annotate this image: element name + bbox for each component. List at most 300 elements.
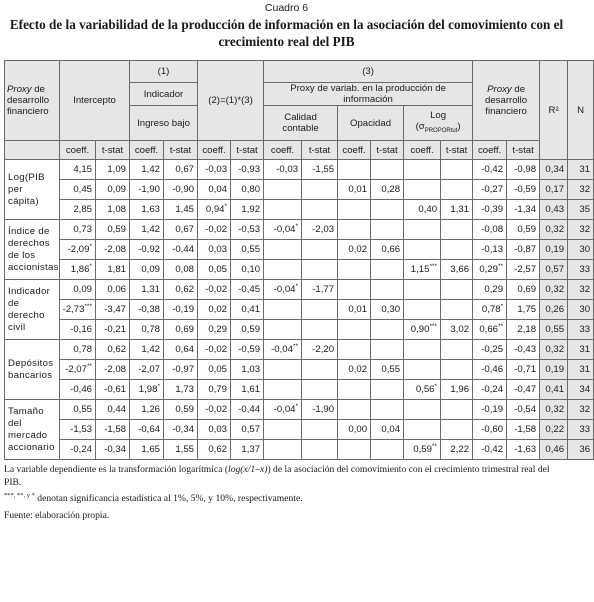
significance-stars: *** [429, 262, 438, 270]
table-cell [441, 340, 473, 360]
cell-value: -0,03 [205, 164, 228, 175]
table-row [5, 180, 594, 200]
proxy-header [5, 61, 60, 141]
cell-value: 0,57 [241, 424, 261, 435]
cell-value: -0,87 [514, 244, 537, 255]
cell-value: -0,46 [481, 364, 504, 375]
cell-value: -0,19 [481, 404, 504, 415]
table-cell [473, 160, 507, 180]
cell-value: 0,66** [479, 322, 504, 335]
table-cell [96, 440, 130, 460]
table-cell [231, 260, 264, 280]
cell-value: 0,01 [348, 304, 368, 315]
table-cell [441, 180, 473, 200]
table-cell [473, 260, 507, 280]
table-row [5, 300, 594, 320]
table-cell [231, 240, 264, 260]
cell-value: 2,85 [73, 204, 92, 215]
significance-stars: * [89, 242, 92, 250]
table-cell [231, 320, 264, 340]
table-cell [568, 420, 594, 440]
table-cell [441, 200, 473, 220]
table-cell [264, 240, 302, 260]
cell-value: 0,17 [545, 184, 565, 195]
cell-value: 0,32 [545, 404, 565, 415]
table-cell [164, 220, 198, 240]
cell-value: 0,32 [545, 284, 565, 295]
sigma-close: ) [457, 120, 461, 132]
cell-value: 0,57 [545, 264, 565, 275]
cell-value: 30 [579, 244, 591, 255]
table-cell [540, 240, 568, 260]
table-cell [264, 280, 302, 300]
cell-value: 1,42 [141, 344, 161, 355]
cell-value: -0,27 [481, 184, 504, 195]
proxy2-header-italic: Proxy [487, 84, 512, 95]
table-cell [60, 240, 96, 260]
coeff-header: coeff. [264, 141, 302, 160]
cell-value: 0,10 [241, 264, 261, 275]
table-cell [540, 280, 568, 300]
cell-value: 32 [579, 184, 591, 195]
table-cell [164, 340, 198, 360]
table-cell [231, 440, 264, 460]
cell-value: -0,08 [481, 224, 504, 235]
table-cell [302, 200, 338, 220]
table-cell [568, 400, 594, 420]
table-cell [198, 280, 231, 300]
table-cell [164, 380, 198, 400]
table-cell [507, 220, 540, 240]
cell-value: 3,66 [450, 264, 470, 275]
table-cell [404, 340, 441, 360]
row-group-label: Log(PIB per cápita) [5, 160, 60, 220]
cell-value: 0,06 [107, 284, 127, 295]
note1-a: La variable dependiente es la transformación logarítmica ( [4, 464, 229, 475]
ingreso-bajo-header: Ingreso bajo [130, 106, 198, 141]
cell-value: 1,26 [141, 404, 161, 415]
significance-stars: *** [84, 302, 92, 310]
table-cell [60, 200, 96, 220]
cell-value: -0,42 [481, 164, 504, 175]
cell-value: 32 [579, 284, 591, 295]
table-cell [264, 340, 302, 360]
table-cell [507, 400, 540, 420]
table-cell [338, 180, 371, 200]
cell-value: 0,02 [348, 364, 368, 375]
table-cell [96, 220, 130, 240]
table-row [5, 220, 594, 240]
table-cell [60, 420, 96, 440]
log-sigma-header [404, 106, 473, 141]
coeff-tstat-row [5, 141, 594, 160]
cell-value: 0,66 [381, 244, 401, 255]
cell-value: -1,53 [70, 424, 92, 435]
table-cell [231, 360, 264, 380]
cell-value: 0,64 [175, 344, 195, 355]
table-cell [507, 360, 540, 380]
cell-value: -0,61 [104, 384, 127, 395]
table-cell [568, 300, 594, 320]
cell-value: -2,57 [514, 264, 537, 275]
tstat-header: t-stat [231, 141, 264, 160]
table-cell [264, 260, 302, 280]
table-cell [568, 260, 594, 280]
table-cell [404, 220, 441, 240]
cell-value: -0,13 [481, 244, 504, 255]
cell-value: 0,69 [175, 324, 195, 335]
table-cell [96, 160, 130, 180]
table-cell [568, 280, 594, 300]
table-cell [198, 180, 231, 200]
cell-value: 0,59 [517, 224, 537, 235]
table-cell [96, 260, 130, 280]
table-cell [540, 220, 568, 240]
cell-value: 1,96 [450, 384, 470, 395]
proxy2-header-rest: de desarrollo financiero [485, 84, 528, 117]
indicador-header: Indicador [130, 83, 198, 106]
table-cell [302, 320, 338, 340]
cell-value: -0,21 [104, 324, 127, 335]
cell-value: -0,19 [172, 304, 195, 315]
table-cell [540, 420, 568, 440]
cell-value: 33 [579, 264, 591, 275]
cell-value: -0,16 [70, 324, 92, 335]
cell-value: 1,73 [175, 384, 195, 395]
cell-value: -3,47 [104, 304, 127, 315]
cell-value: 0,34 [545, 164, 565, 175]
coeff-header: coeff. [473, 141, 507, 160]
cell-value: 0,04 [381, 424, 401, 435]
cell-value: 0,05 [208, 364, 228, 375]
table-cell [60, 380, 96, 400]
cell-value: -0,64 [138, 424, 161, 435]
table-cell [302, 300, 338, 320]
note-significance [4, 493, 569, 506]
cell-value: -2,20 [312, 344, 335, 355]
cell-value: 0,62 [208, 444, 228, 455]
row-group-label: Índice de derechos de los accionistas [5, 220, 60, 280]
table-cell [264, 300, 302, 320]
cell-value: 0,78* [481, 302, 504, 315]
table-cell [198, 160, 231, 180]
table-cell [540, 320, 568, 340]
significance-stars: * [157, 382, 161, 390]
table-cell [371, 160, 404, 180]
table-cell [441, 380, 473, 400]
table-cell [507, 160, 540, 180]
cell-value: 0,32 [545, 344, 565, 355]
table-cell [338, 440, 371, 460]
table-cell [60, 280, 96, 300]
table-cell [231, 180, 264, 200]
table-cell [441, 440, 473, 460]
cell-value: 0,30 [381, 304, 401, 315]
table-cell [164, 240, 198, 260]
intercepto-header: Intercepto [60, 61, 130, 141]
table-cell [130, 240, 164, 260]
table-cell [338, 360, 371, 380]
col1-header: (1) [130, 61, 198, 83]
table-cell [231, 400, 264, 420]
table-cell [473, 300, 507, 320]
log-label: Log [430, 109, 447, 121]
cell-value: -0,92 [138, 244, 161, 255]
table-cell [198, 340, 231, 360]
table-cell [338, 380, 371, 400]
table-row [5, 400, 594, 420]
table-cell [568, 320, 594, 340]
cell-value: -2,03 [312, 224, 335, 235]
table-cell [540, 160, 568, 180]
table-cell [164, 400, 198, 420]
significance-stars: * [224, 202, 228, 210]
table-cell [264, 420, 302, 440]
table-cell [198, 420, 231, 440]
table-cell [164, 280, 198, 300]
table-cell [302, 420, 338, 440]
table-cell [507, 420, 540, 440]
table-cell [164, 360, 198, 380]
cell-value: -0,90 [172, 184, 195, 195]
table-caption: Cuadro 6 [264, 2, 309, 14]
proxy2-header [473, 61, 540, 141]
table-cell [164, 440, 198, 460]
cell-value: 0,00 [348, 424, 368, 435]
cell-value: 0,59 [107, 224, 127, 235]
cell-value: 0,28 [381, 184, 401, 195]
table-cell [473, 320, 507, 340]
cell-value: 1,86* [70, 262, 92, 275]
cell-value: 0,78 [73, 344, 92, 355]
cell-value: -0,34 [104, 444, 127, 455]
cell-value: -0,02 [205, 404, 228, 415]
table-row [5, 260, 594, 280]
table-cell [198, 240, 231, 260]
table-cell [164, 260, 198, 280]
cell-value: -0,39 [481, 204, 504, 215]
cell-value: 0,05 [208, 264, 228, 275]
table-body [5, 160, 594, 460]
table-cell [507, 440, 540, 460]
cell-value: 1,92 [241, 204, 261, 215]
cell-value: 0,29 [484, 284, 504, 295]
table-cell [371, 280, 404, 300]
table-cell [473, 360, 507, 380]
note-source: Fuente: elaboración propia. [4, 509, 110, 521]
cell-value: 1,61 [241, 384, 261, 395]
row-group-label: Depósitos bancarios [5, 340, 60, 400]
table-cell [473, 380, 507, 400]
table-cell [302, 220, 338, 240]
table-cell [568, 360, 594, 380]
cell-value: 0,01 [348, 184, 368, 195]
cell-value: 32 [579, 404, 591, 415]
table-cell [164, 300, 198, 320]
table-cell [231, 280, 264, 300]
table-cell [441, 400, 473, 420]
note1-formula: log(x/1–x) [228, 464, 268, 475]
cell-value: 1,09 [107, 164, 127, 175]
table-cell [371, 240, 404, 260]
note-dependent-variable [4, 464, 569, 489]
cell-value: 35 [579, 204, 591, 215]
table-cell [60, 320, 96, 340]
table-cell [302, 180, 338, 200]
tstat-header: t-stat [441, 141, 473, 160]
cell-value: -0,53 [238, 224, 261, 235]
cell-value: -0,24 [481, 384, 504, 395]
table-cell [404, 160, 441, 180]
table-cell [371, 380, 404, 400]
cell-value: 3,02 [450, 324, 470, 335]
cell-value: -0,04* [273, 402, 299, 415]
cell-value: 0,67 [175, 164, 195, 175]
table-cell [338, 240, 371, 260]
note2-text: denotan significancia estadística al 1%, 5%, y 10%, respectivamente. [34, 493, 303, 504]
table-cell [96, 180, 130, 200]
table-cell [404, 420, 441, 440]
table-cell [302, 280, 338, 300]
table-cell [371, 220, 404, 240]
table-cell [540, 400, 568, 420]
cell-value: 0,08 [175, 264, 195, 275]
cell-value: 0,73 [73, 224, 92, 235]
proxy-header-italic: Proxy [7, 84, 32, 95]
significance-stars: ** [498, 262, 504, 270]
table-cell [60, 260, 96, 280]
table-cell [441, 420, 473, 440]
cell-value: -0,02 [205, 284, 228, 295]
cell-value: -1,55 [312, 164, 335, 175]
table-cell [130, 160, 164, 180]
table-cell [371, 400, 404, 420]
cell-value: -1,63 [514, 444, 537, 455]
table-cell [507, 180, 540, 200]
table-row [5, 160, 594, 180]
cell-value: 0,62 [175, 284, 195, 295]
table-cell [130, 340, 164, 360]
tstat-header: t-stat [302, 141, 338, 160]
table-cell [264, 200, 302, 220]
proxy-var-header: Proxy de variab. en la producción de información [264, 83, 473, 106]
proxy-header-rest: de desarrollo financiero [7, 84, 50, 117]
table-cell [130, 260, 164, 280]
cell-value: 0,67 [175, 224, 195, 235]
table-cell [130, 320, 164, 340]
table-cell [568, 180, 594, 200]
coeff-header: coeff. [198, 141, 231, 160]
table-cell [302, 400, 338, 420]
tstat-header: t-stat [96, 141, 130, 160]
cell-value: -0,34 [172, 424, 195, 435]
empty-cell [5, 141, 60, 160]
cell-value: -0,24 [70, 444, 92, 455]
table-cell [540, 200, 568, 220]
cell-value: 0,79 [208, 384, 228, 395]
table-notes [4, 464, 569, 522]
cell-value: -0,59 [238, 344, 261, 355]
table-cell [371, 360, 404, 380]
table-cell [507, 200, 540, 220]
table-cell [404, 400, 441, 420]
cell-value: -1,90 [138, 184, 161, 195]
table-row [5, 200, 594, 220]
cell-value: 0,59 [175, 404, 195, 415]
table-cell [371, 180, 404, 200]
cell-value: -0,04* [273, 222, 299, 235]
table-cell [371, 420, 404, 440]
table-row [5, 380, 594, 400]
cell-value: 0,02 [208, 304, 228, 315]
significance-stars: * [500, 302, 504, 310]
table-cell [130, 180, 164, 200]
cell-value: -0,44 [238, 404, 261, 415]
cell-value: 0,55 [73, 404, 92, 415]
cell-value: 0,03 [208, 424, 228, 435]
cell-value: -2,08 [104, 364, 127, 375]
table-cell [198, 200, 231, 220]
cell-value: 0,59** [413, 442, 438, 455]
cell-value: 33 [579, 424, 591, 435]
table-cell [507, 340, 540, 360]
table-cell [507, 380, 540, 400]
table-cell [441, 280, 473, 300]
table-cell [473, 180, 507, 200]
table-cell [338, 300, 371, 320]
cell-value: -0,02 [205, 344, 228, 355]
cell-value: -2,07 [138, 364, 161, 375]
table-cell [60, 340, 96, 360]
cell-value: 1,31 [450, 204, 470, 215]
table-cell [96, 300, 130, 320]
table-cell [96, 420, 130, 440]
table-cell [473, 400, 507, 420]
cell-value: 0,55 [545, 324, 565, 335]
table-cell [404, 260, 441, 280]
cell-value: -0,38 [138, 304, 161, 315]
cell-value: 33 [579, 324, 591, 335]
table-row [5, 420, 594, 440]
cell-value: -0,04** [271, 342, 299, 355]
table-cell [404, 240, 441, 260]
table-cell [164, 200, 198, 220]
table-cell [164, 180, 198, 200]
calidad-header: Calidad contable [264, 106, 338, 141]
table-cell [96, 320, 130, 340]
cell-value: 0,29 [208, 324, 228, 335]
cell-value: 2,22 [450, 444, 470, 455]
table-cell [540, 440, 568, 460]
table-cell [540, 340, 568, 360]
table-row [5, 440, 594, 460]
cell-value: -0,46 [70, 384, 92, 395]
table-cell [473, 340, 507, 360]
cell-value: 0,55 [241, 244, 261, 255]
cell-value: 0,32 [545, 224, 565, 235]
sigma-subscript: PROPORtut [424, 127, 458, 134]
table-cell [507, 260, 540, 280]
table-cell [404, 360, 441, 380]
cell-value: 0,26 [545, 304, 565, 315]
table-cell [264, 400, 302, 420]
cell-value: -0,71 [514, 364, 537, 375]
table-cell [371, 300, 404, 320]
table-cell [540, 180, 568, 200]
coeff-header: coeff. [60, 141, 96, 160]
cell-value: 0,55 [381, 364, 401, 375]
cell-value: 1,55 [175, 444, 195, 455]
